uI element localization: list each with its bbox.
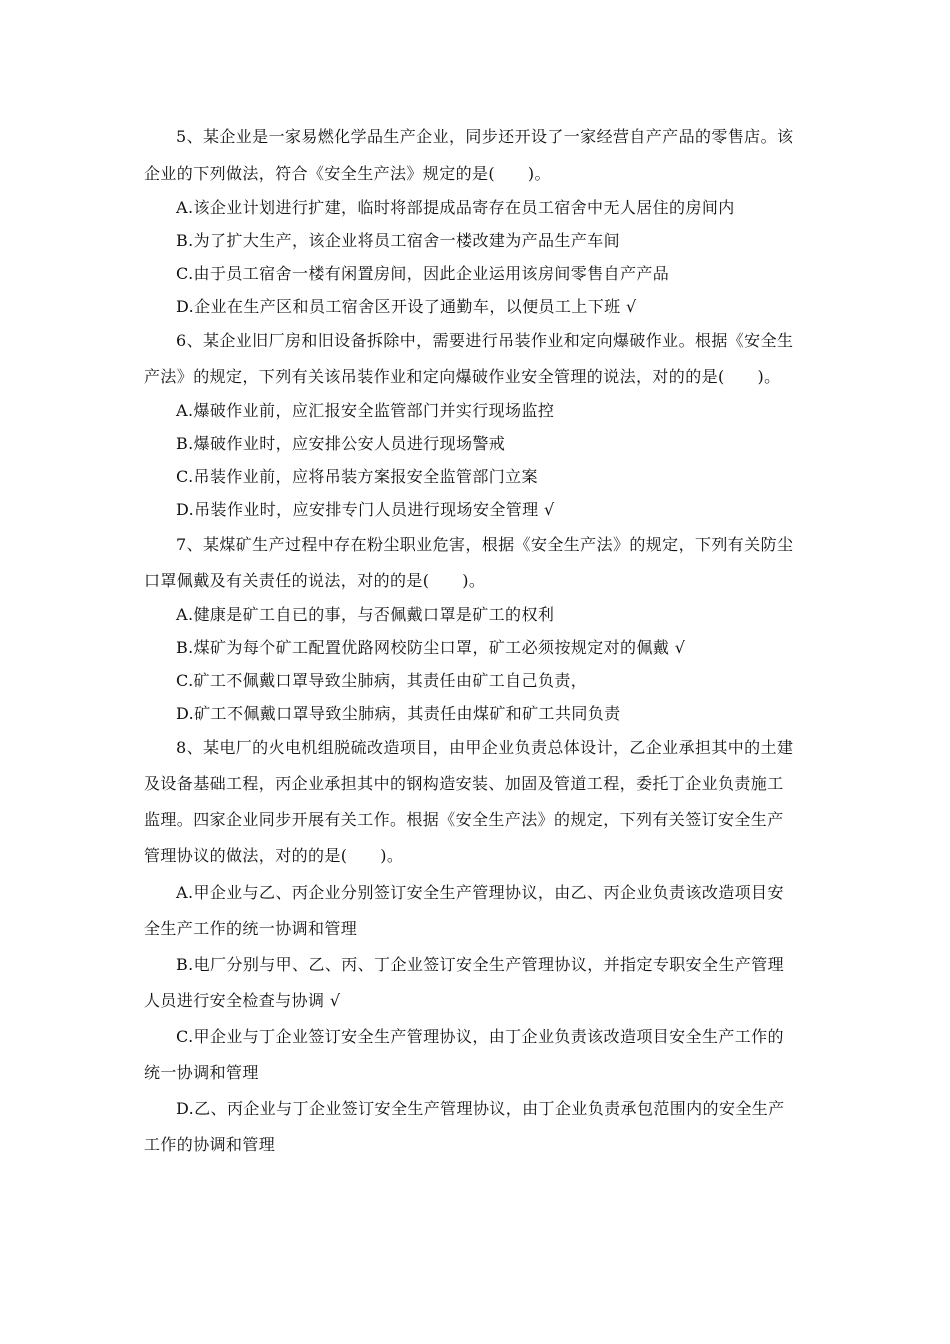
question-6-option-c: C.吊装作业前，应将吊装方案报安全监管部门立案 [176,467,538,486]
question-8-option-b-line-2: 人员进行安全检查与协调 √ [144,991,341,1010]
question-7-option-a: A.健康是矿工自已的事，与否佩戴口罩是矿工的权利 [176,605,555,624]
question-5-stem-line-1: 5、某企业是一家易燃化学品生产企业，同步还开设了一家经营自产产品的零售店。该 [176,127,794,146]
question-7-stem-line-1: 7、某煤矿生产过程中存在粉尘职业危害，根据《安全生产法》的规定，下列有关防尘 [176,535,794,554]
question-8-stem-line-4: 管理协议的做法，对的的是( )。 [144,846,404,865]
question-8-stem-line-2: 及设备基础工程，丙企业承担其中的钢构造安装、加固及管道工程，委托丁企业负责施工 [144,774,784,793]
question-5-option-b: B.为了扩大生产，该企业将员工宿舍一楼改建为产品生产车间 [176,231,621,250]
question-5-option-c: C.由于员工宿舍一楼有闲置房间，因此企业运用该房间零售自产产品 [176,264,670,283]
question-8-option-d-line-2: 工作的协调和管理 [144,1135,276,1154]
question-5-option-a: A.该企业计划进行扩建，临时将部提成品寄存在员工宿舍中无人居住的房间内 [176,198,735,217]
question-6-option-d: D.吊装作业时，应安排专门人员进行现场安全管理 √ [176,500,555,519]
question-6-stem-line-1: 6、某企业旧厂房和旧设备拆除中，需要进行吊装作业和定向爆破作业。根据《安全生 [176,331,794,350]
question-6-option-b: B.爆破作业时，应安排公安人员进行现场警戒 [176,434,506,453]
question-7-option-b: B.煤矿为每个矿工配置优路网校防尘口罩，矿工必须按规定对的佩戴 √ [176,638,686,657]
question-5-option-d: D.企业在生产区和员工宿舍区开设了通勤车，以便员工上下班 √ [176,297,637,316]
question-5-stem-line-2: 企业的下列做法，符合《安全生产法》规定的是( )。 [144,164,551,183]
question-7-option-d: D.矿工不佩戴口罩导致尘肺病，其责任由煤矿和矿工共同负责 [176,704,621,723]
question-8-option-a-line-2: 全生产工作的统一协调和管理 [144,919,358,938]
question-7-stem-line-2: 口罩佩戴及有关责任的说法，对的的是( )。 [144,571,486,590]
question-8-option-a-line-1: A.甲企业与乙、丙企业分别签订安全生产管理协议，由乙、丙企业负责该改造项目安 [176,883,784,902]
question-8-stem-line-1: 8、某电厂的火电机组脱硫改造项目，由甲企业负责总体设计，乙企业承担其中的土建 [176,738,794,757]
question-8-option-d-line-1: D.乙、丙企业与丁企业签订安全生产管理协议，由丁企业负责承包范围内的安全生产 [176,1099,785,1118]
question-6-option-a: A.爆破作业前，应汇报安全监管部门并实行现场监控 [176,401,555,420]
question-7-option-c: C.矿工不佩戴口罩导致尘肺病，其责任由矿工自己负责， [176,671,588,690]
question-6-stem-line-2: 产法》的规定，下列有关该吊装作业和定向爆破作业安全管理的说法，对的的是( )。 [144,367,781,386]
question-8-stem-line-3: 监理。四家企业同步开展有关工作。根据《安全生产法》的规定，下列有关签订安全生产 [144,810,784,829]
question-8-option-b-line-1: B.电厂分别与甲、乙、丙、丁企业签订安全生产管理协议，并指定专职安全生产管理 [176,955,785,974]
question-8-option-c-line-1: C.甲企业与丁企业签订安全生产管理协议，由丁企业负责该改造项目安全生产工作的 [176,1027,784,1046]
question-8-option-c-line-2: 统一协调和管理 [144,1063,259,1082]
